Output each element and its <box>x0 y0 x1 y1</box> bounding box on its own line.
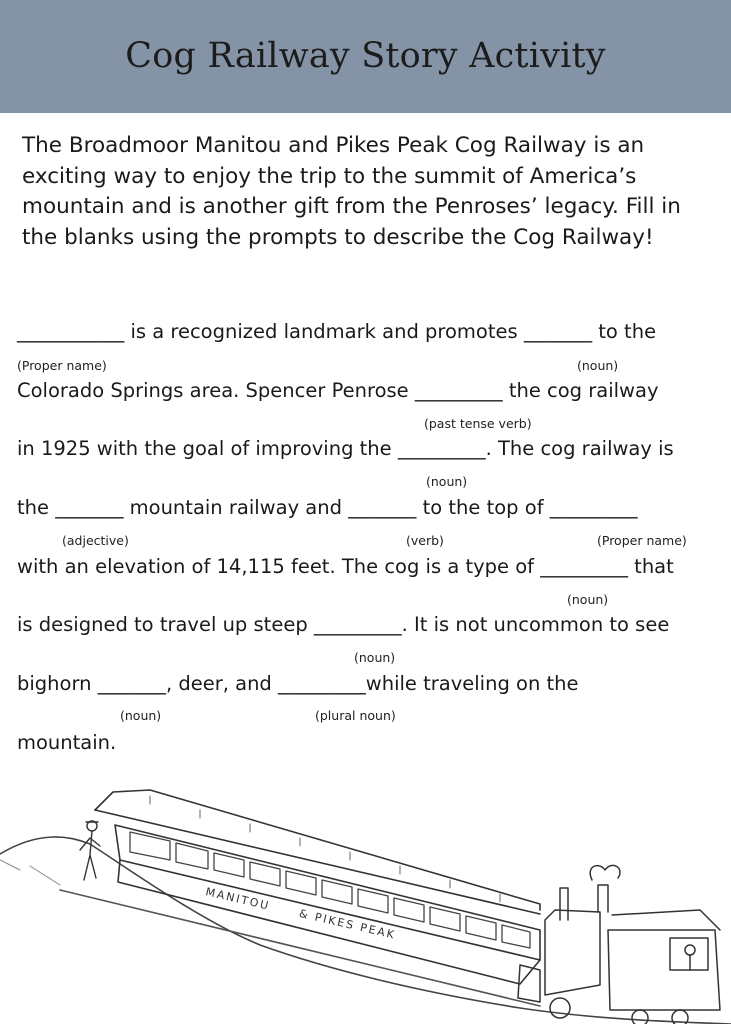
car-sign-manitou: MANITOU <box>204 885 272 913</box>
page-title: Cog Railway Story Activity <box>125 36 606 76</box>
story-text: mountain. <box>17 731 117 754</box>
prompt-hint: (Proper name) <box>597 533 687 548</box>
prompt-hint: (plural noun) <box>315 708 396 723</box>
prompt-hint: (noun) <box>577 358 619 373</box>
story-text: bighorn _______, deer, and _________while traveling on the <box>17 672 579 695</box>
story-line-8 <box>17 731 717 754</box>
prompt-hint: (Proper name) <box>17 358 107 373</box>
prompt-hint: (noun) <box>354 650 396 665</box>
story-text: is designed to travel up steep _________. It is not uncommon to see <box>17 613 670 636</box>
prompt-hint: (verb) <box>406 533 444 548</box>
story-text: Colorado Springs area. Spencer Penrose _________ the cog railway <box>17 379 659 402</box>
story-text: with an elevation of 14,115 feet. The cog is a type of _________ that <box>17 555 674 578</box>
cog-train-illustration <box>0 770 731 1024</box>
car-sign-ampersand: & <box>297 906 312 922</box>
story-text: ___________ is a recognized landmark and promotes _______ to the <box>17 320 657 343</box>
story-line-5 <box>17 555 717 578</box>
story-text: in 1925 with the goal of improving the _________. The cog railway is <box>17 437 674 460</box>
story-line-6 <box>17 613 717 636</box>
story-line-2 <box>17 379 717 402</box>
story-text: the _______ mountain railway and _______ to the top of _________ <box>17 496 638 519</box>
prompt-hint: (adjective) <box>62 533 129 548</box>
prompt-hint: (noun) <box>567 592 609 607</box>
car-sign-pikes-peak: PIKES PEAK <box>313 910 398 942</box>
intro-paragraph: The Broadmoor Manitou and Pikes Peak Cog Railway is an exciting way to enjoy the trip to the summit of America’s mountain and is another gift from the Penroses’ legacy. Fill in the blanks using the prompts to describe the Cog Railway! <box>22 133 681 250</box>
story-line-3 <box>17 437 717 460</box>
prompt-hint: (noun) <box>426 474 468 489</box>
prompt-hint: (noun) <box>120 708 162 723</box>
story-line-7 <box>17 672 717 695</box>
story-line-4 <box>17 496 717 519</box>
story-line-1 <box>17 320 717 343</box>
title-banner <box>0 0 731 113</box>
prompt-hint: (past tense verb) <box>424 416 532 431</box>
